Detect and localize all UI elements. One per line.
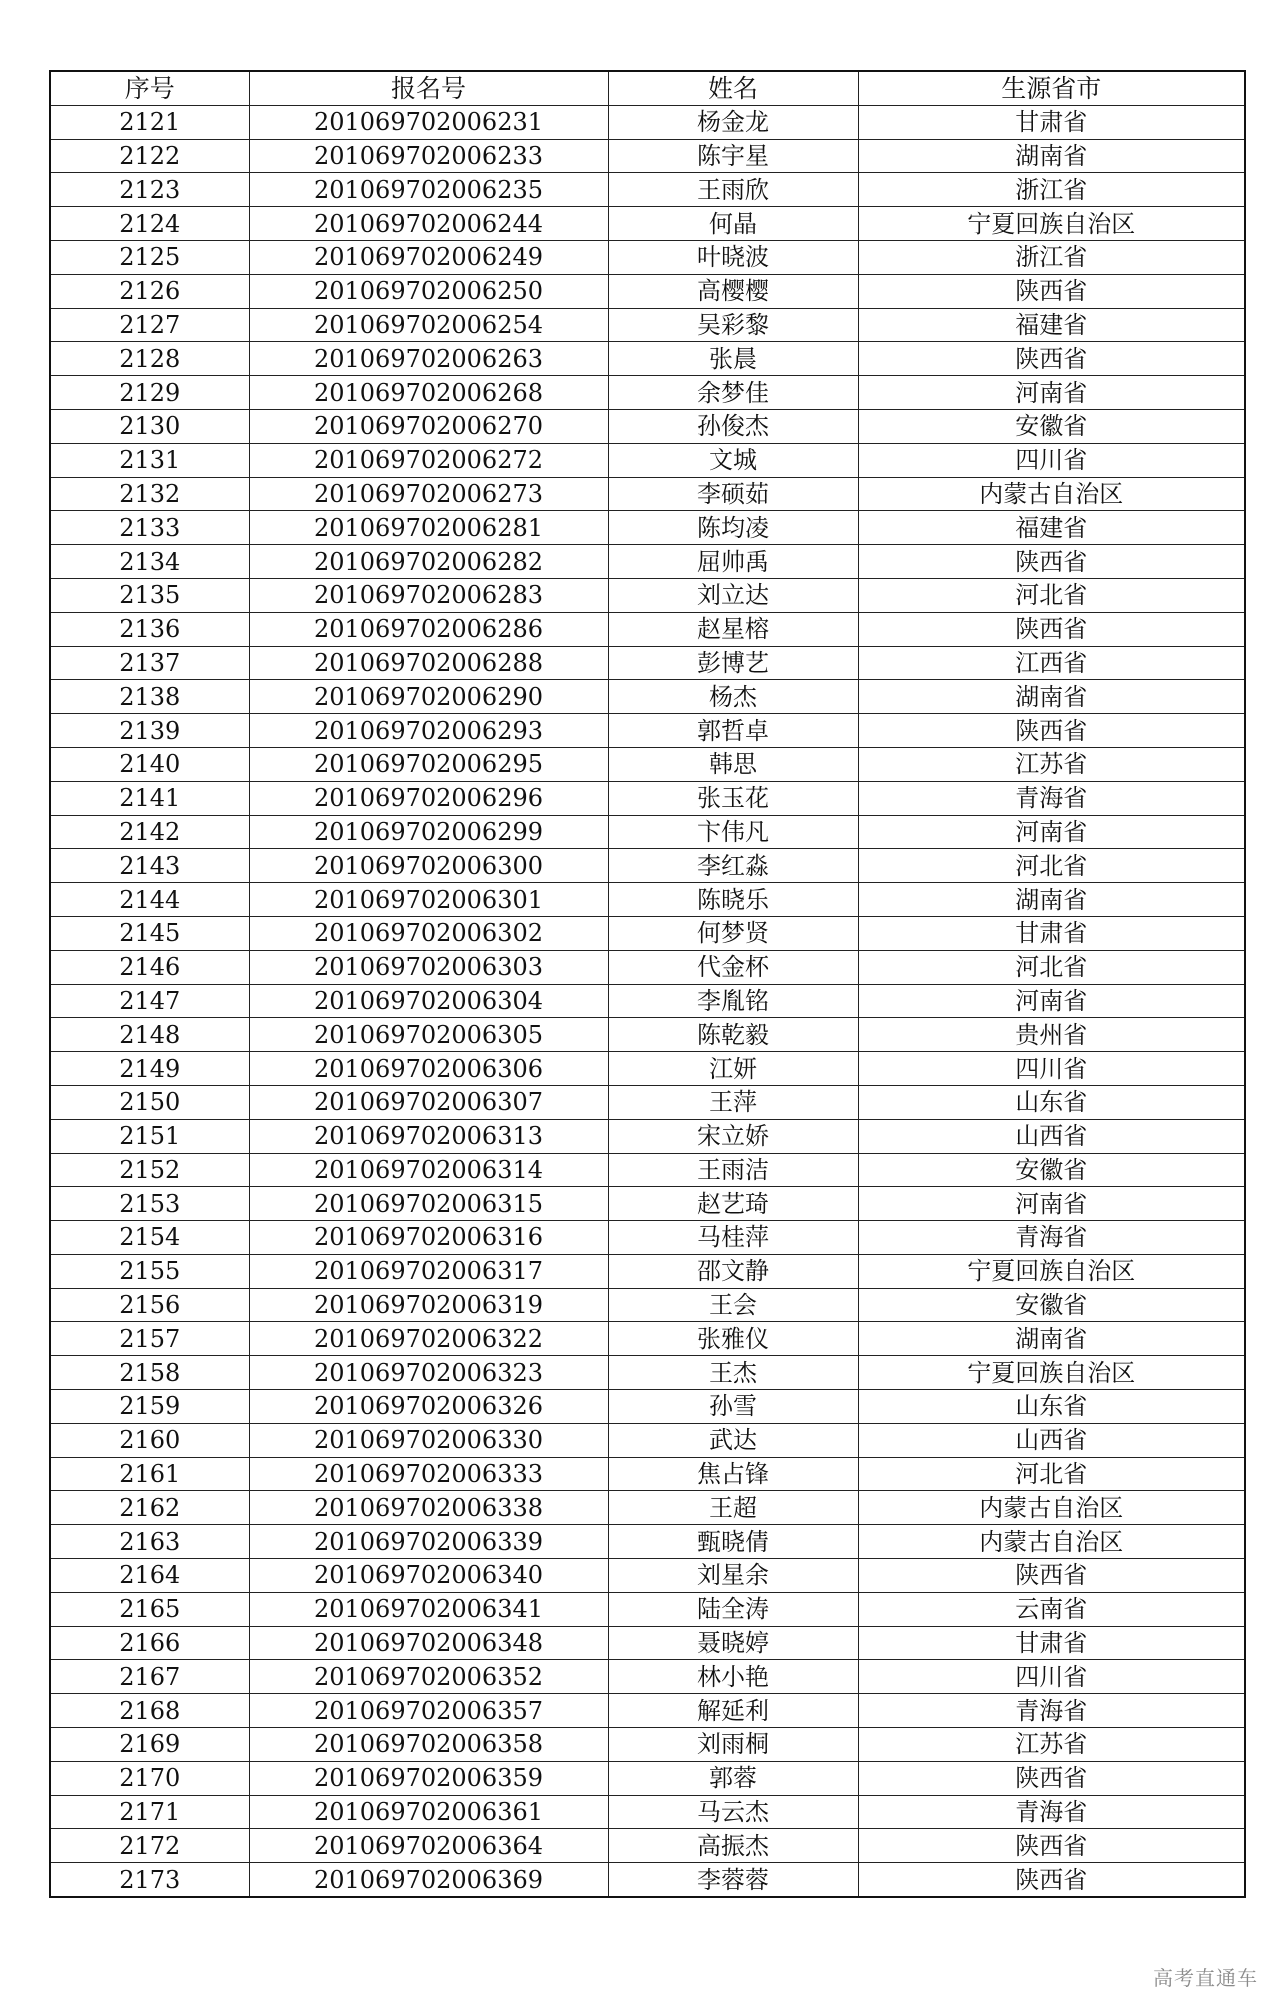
table-row — [50, 1525, 1245, 1559]
cell-serial-number: 2164 — [50, 1559, 249, 1593]
cell-serial-number: 2130 — [50, 409, 249, 443]
cell-origin-province: 山东省 — [858, 1390, 1245, 1424]
cell-registration-number: 201069702006231 — [249, 105, 608, 139]
cell-origin-province: 江西省 — [858, 646, 1245, 680]
table-row — [50, 139, 1245, 173]
cell-name: 刘立达 — [608, 578, 858, 612]
table-row — [50, 1829, 1245, 1863]
cell-origin-province: 贵州省 — [858, 1018, 1245, 1052]
cell-registration-number: 201069702006361 — [249, 1795, 608, 1829]
cell-origin-province: 湖南省 — [858, 883, 1245, 917]
table-row — [50, 1660, 1245, 1694]
cell-registration-number: 201069702006357 — [249, 1694, 608, 1728]
table-row — [50, 1356, 1245, 1390]
table-row — [50, 342, 1245, 376]
cell-registration-number: 201069702006305 — [249, 1018, 608, 1052]
cell-name: 王会 — [608, 1288, 858, 1322]
cell-registration-number: 201069702006341 — [249, 1592, 608, 1626]
cell-name: 陈乾毅 — [608, 1018, 858, 1052]
cell-name: 吴彩黎 — [608, 308, 858, 342]
cell-name: 陈宇星 — [608, 139, 858, 173]
table-row — [50, 1457, 1245, 1491]
cell-origin-province: 河南省 — [858, 376, 1245, 410]
cell-registration-number: 201069702006282 — [249, 545, 608, 579]
table-row — [50, 409, 1245, 443]
cell-name: 文城 — [608, 443, 858, 477]
cell-serial-number: 2150 — [50, 1085, 249, 1119]
cell-serial-number: 2134 — [50, 545, 249, 579]
table-row — [50, 1795, 1245, 1829]
cell-origin-province: 四川省 — [858, 443, 1245, 477]
cell-serial-number: 2153 — [50, 1187, 249, 1221]
cell-registration-number: 201069702006295 — [249, 747, 608, 781]
cell-name: 郭哲卓 — [608, 714, 858, 748]
cell-origin-province: 河北省 — [858, 1457, 1245, 1491]
cell-serial-number: 2131 — [50, 443, 249, 477]
cell-origin-province: 福建省 — [858, 308, 1245, 342]
cell-registration-number: 201069702006315 — [249, 1187, 608, 1221]
cell-registration-number: 201069702006268 — [249, 376, 608, 410]
table-row — [50, 1761, 1245, 1795]
cell-origin-province: 山东省 — [858, 1085, 1245, 1119]
cell-serial-number: 2140 — [50, 747, 249, 781]
cell-origin-province: 陕西省 — [858, 342, 1245, 376]
table-row — [50, 1559, 1245, 1593]
cell-registration-number: 201069702006307 — [249, 1085, 608, 1119]
cell-name: 赵星榕 — [608, 612, 858, 646]
cell-name: 张玉花 — [608, 781, 858, 815]
table-row — [50, 274, 1245, 308]
cell-serial-number: 2121 — [50, 105, 249, 139]
table-row — [50, 1018, 1245, 1052]
cell-name: 李胤铭 — [608, 984, 858, 1018]
cell-serial-number: 2133 — [50, 511, 249, 545]
cell-origin-province: 河北省 — [858, 849, 1245, 883]
cell-serial-number: 2139 — [50, 714, 249, 748]
table-row — [50, 1119, 1245, 1153]
cell-serial-number: 2162 — [50, 1491, 249, 1525]
cell-origin-province: 陕西省 — [858, 1559, 1245, 1593]
cell-name: 马桂萍 — [608, 1221, 858, 1255]
cell-origin-province: 陕西省 — [858, 1761, 1245, 1795]
cell-name: 张雅仪 — [608, 1322, 858, 1356]
cell-registration-number: 201069702006333 — [249, 1457, 608, 1491]
table-row — [50, 1626, 1245, 1660]
cell-name: 张晨 — [608, 342, 858, 376]
cell-serial-number: 2172 — [50, 1829, 249, 1863]
cell-name: 韩思 — [608, 747, 858, 781]
cell-registration-number: 201069702006323 — [249, 1356, 608, 1390]
cell-registration-number: 201069702006352 — [249, 1660, 608, 1694]
cell-origin-province: 陕西省 — [858, 545, 1245, 579]
cell-registration-number: 201069702006369 — [249, 1863, 608, 1897]
table-row — [50, 477, 1245, 511]
cell-origin-province: 内蒙古自治区 — [858, 477, 1245, 511]
cell-serial-number: 2125 — [50, 240, 249, 274]
table-row — [50, 207, 1245, 241]
cell-registration-number: 201069702006303 — [249, 950, 608, 984]
table-row — [50, 443, 1245, 477]
cell-origin-province: 河北省 — [858, 578, 1245, 612]
table-row — [50, 1221, 1245, 1255]
cell-registration-number: 201069702006263 — [249, 342, 608, 376]
cell-name: 刘星余 — [608, 1559, 858, 1593]
cell-origin-province: 甘肃省 — [858, 1626, 1245, 1660]
cell-origin-province: 内蒙古自治区 — [858, 1491, 1245, 1525]
cell-serial-number: 2149 — [50, 1052, 249, 1086]
cell-registration-number: 201069702006273 — [249, 477, 608, 511]
cell-registration-number: 201069702006302 — [249, 916, 608, 950]
cell-origin-province: 宁夏回族自治区 — [858, 1356, 1245, 1390]
table-row — [50, 950, 1245, 984]
table-row — [50, 578, 1245, 612]
cell-registration-number: 201069702006316 — [249, 1221, 608, 1255]
cell-name: 王萍 — [608, 1085, 858, 1119]
table-row — [50, 1694, 1245, 1728]
table-row — [50, 1863, 1245, 1897]
cell-serial-number: 2142 — [50, 815, 249, 849]
cell-registration-number: 201069702006313 — [249, 1119, 608, 1153]
cell-origin-province: 江苏省 — [858, 1728, 1245, 1762]
cell-name: 聂晓婷 — [608, 1626, 858, 1660]
cell-registration-number: 201069702006330 — [249, 1423, 608, 1457]
cell-origin-province: 陕西省 — [858, 274, 1245, 308]
cell-serial-number: 2132 — [50, 477, 249, 511]
cell-registration-number: 201069702006293 — [249, 714, 608, 748]
cell-serial-number: 2128 — [50, 342, 249, 376]
cell-serial-number: 2161 — [50, 1457, 249, 1491]
cell-origin-province: 浙江省 — [858, 173, 1245, 207]
table-row — [50, 1153, 1245, 1187]
cell-origin-province: 甘肃省 — [858, 105, 1245, 139]
table-row — [50, 240, 1245, 274]
header-origin-province: 生源省市 — [858, 71, 1245, 105]
cell-serial-number: 2170 — [50, 1761, 249, 1795]
cell-name: 代金杯 — [608, 950, 858, 984]
cell-origin-province: 河北省 — [858, 950, 1245, 984]
cell-serial-number: 2157 — [50, 1322, 249, 1356]
cell-registration-number: 201069702006272 — [249, 443, 608, 477]
table-row — [50, 1187, 1245, 1221]
cell-serial-number: 2159 — [50, 1390, 249, 1424]
cell-serial-number: 2156 — [50, 1288, 249, 1322]
table-row — [50, 680, 1245, 714]
table-row — [50, 1728, 1245, 1762]
cell-name: 李红淼 — [608, 849, 858, 883]
table-row — [50, 1288, 1245, 1322]
cell-registration-number: 201069702006290 — [249, 680, 608, 714]
cell-registration-number: 201069702006339 — [249, 1525, 608, 1559]
cell-registration-number: 201069702006250 — [249, 274, 608, 308]
cell-name: 何梦贤 — [608, 916, 858, 950]
cell-name: 甄晓倩 — [608, 1525, 858, 1559]
cell-name: 高振杰 — [608, 1829, 858, 1863]
cell-name: 卞伟凡 — [608, 815, 858, 849]
header-name: 姓名 — [608, 71, 858, 105]
cell-origin-province: 内蒙古自治区 — [858, 1525, 1245, 1559]
cell-name: 李硕茹 — [608, 477, 858, 511]
cell-name: 余梦佳 — [608, 376, 858, 410]
cell-name: 陈均凌 — [608, 511, 858, 545]
cell-serial-number: 2127 — [50, 308, 249, 342]
cell-registration-number: 201069702006283 — [249, 578, 608, 612]
cell-registration-number: 201069702006296 — [249, 781, 608, 815]
cell-serial-number: 2135 — [50, 578, 249, 612]
cell-registration-number: 201069702006340 — [249, 1559, 608, 1593]
admission-list-table — [49, 70, 1246, 1898]
cell-serial-number: 2141 — [50, 781, 249, 815]
cell-registration-number: 201069702006322 — [249, 1322, 608, 1356]
cell-name: 刘雨桐 — [608, 1728, 858, 1762]
table-row — [50, 916, 1245, 950]
table-row — [50, 1254, 1245, 1288]
table-row — [50, 1592, 1245, 1626]
cell-registration-number: 201069702006359 — [249, 1761, 608, 1795]
cell-origin-province: 陕西省 — [858, 714, 1245, 748]
cell-origin-province: 安徽省 — [858, 1288, 1245, 1322]
table-row — [50, 308, 1245, 342]
cell-serial-number: 2173 — [50, 1863, 249, 1897]
cell-name: 邵文静 — [608, 1254, 858, 1288]
table-row — [50, 1423, 1245, 1457]
cell-registration-number: 201069702006317 — [249, 1254, 608, 1288]
cell-origin-province: 四川省 — [858, 1660, 1245, 1694]
cell-registration-number: 201069702006254 — [249, 308, 608, 342]
watermark-logo-text: 高考直通车 — [1153, 1966, 1258, 1990]
cell-registration-number: 201069702006304 — [249, 984, 608, 1018]
cell-name: 叶晓波 — [608, 240, 858, 274]
cell-name: 陈晓乐 — [608, 883, 858, 917]
table-row — [50, 545, 1245, 579]
cell-registration-number: 201069702006348 — [249, 1626, 608, 1660]
cell-name: 郭蓉 — [608, 1761, 858, 1795]
cell-origin-province: 宁夏回族自治区 — [858, 1254, 1245, 1288]
cell-origin-province: 青海省 — [858, 781, 1245, 815]
table-row — [50, 612, 1245, 646]
cell-origin-province: 宁夏回族自治区 — [858, 207, 1245, 241]
cell-serial-number: 2165 — [50, 1592, 249, 1626]
table-row — [50, 984, 1245, 1018]
cell-name: 宋立娇 — [608, 1119, 858, 1153]
cell-serial-number: 2167 — [50, 1660, 249, 1694]
cell-serial-number: 2148 — [50, 1018, 249, 1052]
cell-origin-province: 河南省 — [858, 1187, 1245, 1221]
cell-registration-number: 201069702006306 — [249, 1052, 608, 1086]
cell-serial-number: 2154 — [50, 1221, 249, 1255]
cell-serial-number: 2123 — [50, 173, 249, 207]
table-row — [50, 376, 1245, 410]
cell-name: 王雨欣 — [608, 173, 858, 207]
table-row — [50, 1491, 1245, 1525]
cell-name: 王杰 — [608, 1356, 858, 1390]
table-row — [50, 815, 1245, 849]
cell-registration-number: 201069702006244 — [249, 207, 608, 241]
table-row — [50, 646, 1245, 680]
cell-origin-province: 陕西省 — [858, 1863, 1245, 1897]
table-row — [50, 714, 1245, 748]
cell-serial-number: 2145 — [50, 916, 249, 950]
cell-registration-number: 201069702006319 — [249, 1288, 608, 1322]
table-header-row — [50, 71, 1245, 105]
cell-serial-number: 2126 — [50, 274, 249, 308]
cell-origin-province: 青海省 — [858, 1221, 1245, 1255]
cell-registration-number: 201069702006249 — [249, 240, 608, 274]
cell-registration-number: 201069702006364 — [249, 1829, 608, 1863]
header-registration-number: 报名号 — [249, 71, 608, 105]
cell-origin-province: 甘肃省 — [858, 916, 1245, 950]
cell-serial-number: 2144 — [50, 883, 249, 917]
cell-registration-number: 201069702006326 — [249, 1390, 608, 1424]
cell-name: 王超 — [608, 1491, 858, 1525]
table-row — [50, 1085, 1245, 1119]
cell-origin-province: 河南省 — [858, 984, 1245, 1018]
table-row — [50, 849, 1245, 883]
cell-origin-province: 安徽省 — [858, 1153, 1245, 1187]
cell-registration-number: 201069702006286 — [249, 612, 608, 646]
cell-name: 孙雪 — [608, 1390, 858, 1424]
cell-name: 孙俊杰 — [608, 409, 858, 443]
cell-serial-number: 2155 — [50, 1254, 249, 1288]
cell-origin-province: 青海省 — [858, 1694, 1245, 1728]
cell-name: 江妍 — [608, 1052, 858, 1086]
cell-name: 马云杰 — [608, 1795, 858, 1829]
cell-serial-number: 2138 — [50, 680, 249, 714]
cell-serial-number: 2163 — [50, 1525, 249, 1559]
cell-origin-province: 福建省 — [858, 511, 1245, 545]
cell-origin-province: 江苏省 — [858, 747, 1245, 781]
header-serial-number: 序号 — [50, 71, 249, 105]
cell-origin-province: 青海省 — [858, 1795, 1245, 1829]
cell-origin-province: 安徽省 — [858, 409, 1245, 443]
table-row — [50, 1322, 1245, 1356]
table-row — [50, 173, 1245, 207]
cell-registration-number: 201069702006270 — [249, 409, 608, 443]
table-row — [50, 511, 1245, 545]
cell-name: 彭博艺 — [608, 646, 858, 680]
cell-name: 王雨洁 — [608, 1153, 858, 1187]
cell-serial-number: 2169 — [50, 1728, 249, 1762]
table-row — [50, 1052, 1245, 1086]
table-row — [50, 1390, 1245, 1424]
cell-serial-number: 2160 — [50, 1423, 249, 1457]
cell-name: 焦占锋 — [608, 1457, 858, 1491]
cell-origin-province: 湖南省 — [858, 680, 1245, 714]
cell-serial-number: 2168 — [50, 1694, 249, 1728]
cell-registration-number: 201069702006300 — [249, 849, 608, 883]
cell-serial-number: 2124 — [50, 207, 249, 241]
cell-name: 武达 — [608, 1423, 858, 1457]
cell-name: 李蓉蓉 — [608, 1863, 858, 1897]
cell-origin-province: 山西省 — [858, 1423, 1245, 1457]
cell-serial-number: 2143 — [50, 849, 249, 883]
table-row — [50, 883, 1245, 917]
cell-registration-number: 201069702006235 — [249, 173, 608, 207]
cell-name: 屈帅禹 — [608, 545, 858, 579]
cell-name: 高樱樱 — [608, 274, 858, 308]
cell-registration-number: 201069702006233 — [249, 139, 608, 173]
cell-serial-number: 2122 — [50, 139, 249, 173]
cell-serial-number: 2151 — [50, 1119, 249, 1153]
cell-registration-number: 201069702006338 — [249, 1491, 608, 1525]
cell-origin-province: 山西省 — [858, 1119, 1245, 1153]
table-row — [50, 747, 1245, 781]
cell-origin-province: 陕西省 — [858, 1829, 1245, 1863]
cell-registration-number: 201069702006299 — [249, 815, 608, 849]
table-row — [50, 781, 1245, 815]
cell-name: 杨金龙 — [608, 105, 858, 139]
cell-registration-number: 201069702006301 — [249, 883, 608, 917]
cell-name: 杨杰 — [608, 680, 858, 714]
cell-serial-number: 2137 — [50, 646, 249, 680]
cell-origin-province: 浙江省 — [858, 240, 1245, 274]
cell-origin-province: 湖南省 — [858, 139, 1245, 173]
cell-registration-number: 201069702006288 — [249, 646, 608, 680]
cell-name: 何晶 — [608, 207, 858, 241]
cell-registration-number: 201069702006281 — [249, 511, 608, 545]
cell-name: 陆全涛 — [608, 1592, 858, 1626]
cell-serial-number: 2136 — [50, 612, 249, 646]
cell-serial-number: 2152 — [50, 1153, 249, 1187]
cell-serial-number: 2158 — [50, 1356, 249, 1390]
cell-origin-province: 云南省 — [858, 1592, 1245, 1626]
cell-name: 赵艺琦 — [608, 1187, 858, 1221]
cell-serial-number: 2166 — [50, 1626, 249, 1660]
cell-name: 林小艳 — [608, 1660, 858, 1694]
cell-origin-province: 河南省 — [858, 815, 1245, 849]
cell-origin-province: 湖南省 — [858, 1322, 1245, 1356]
cell-serial-number: 2146 — [50, 950, 249, 984]
cell-serial-number: 2147 — [50, 984, 249, 1018]
cell-serial-number: 2171 — [50, 1795, 249, 1829]
cell-origin-province: 四川省 — [858, 1052, 1245, 1086]
cell-name: 解延利 — [608, 1694, 858, 1728]
cell-registration-number: 201069702006358 — [249, 1728, 608, 1762]
cell-origin-province: 陕西省 — [858, 612, 1245, 646]
cell-serial-number: 2129 — [50, 376, 249, 410]
cell-registration-number: 201069702006314 — [249, 1153, 608, 1187]
table-row — [50, 105, 1245, 139]
